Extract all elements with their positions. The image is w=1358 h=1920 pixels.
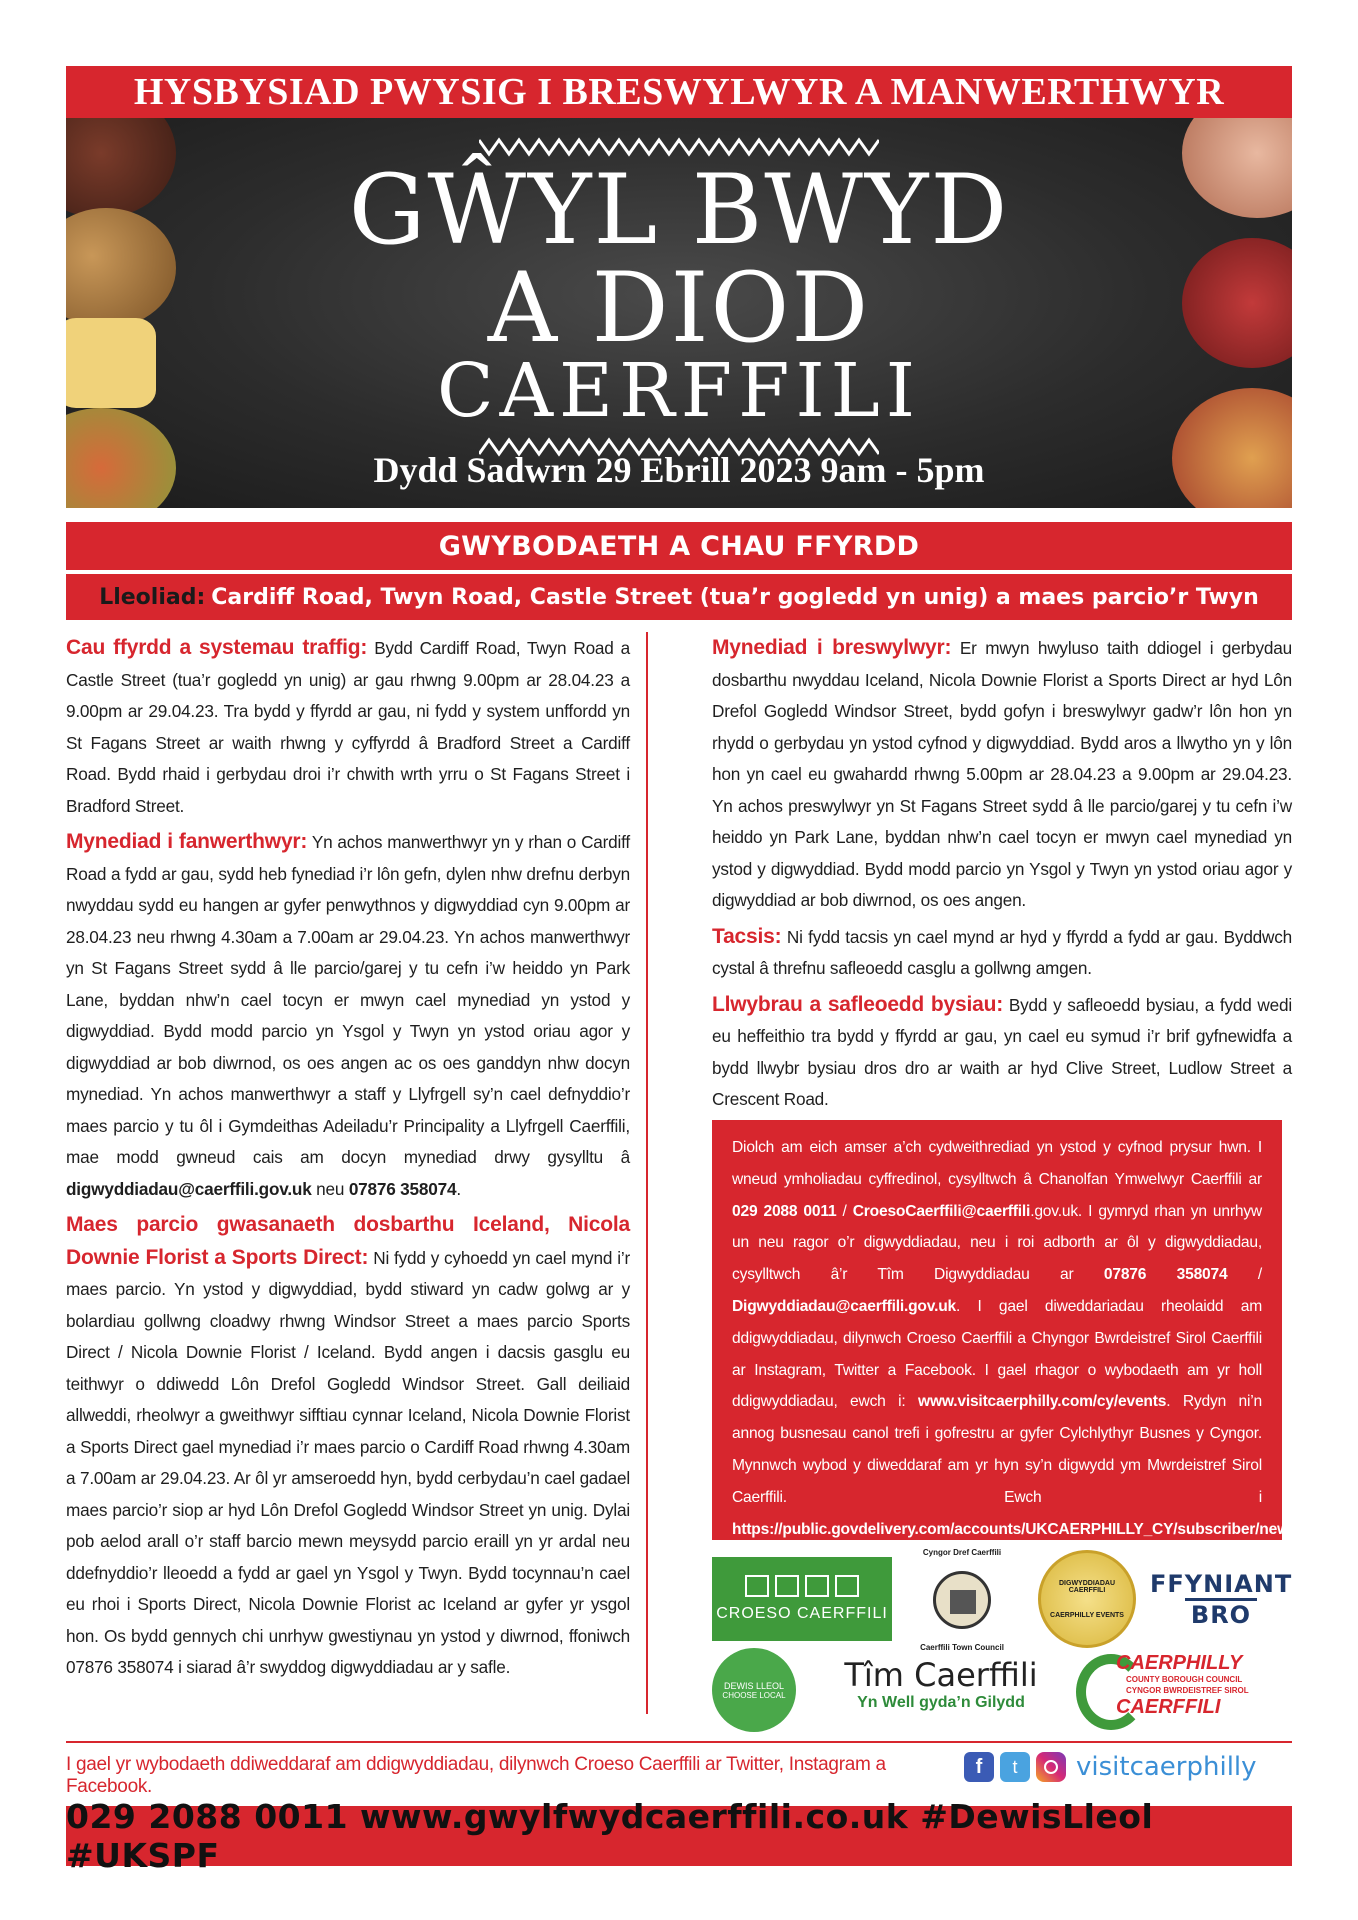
- taxis-paragraph: [712, 921, 1292, 985]
- location-label: Lleoliad:: [99, 584, 206, 610]
- events-logo-bottom: CAERPHILLY EVENTS: [1050, 1611, 1124, 1619]
- separator-2: /: [1227, 1266, 1262, 1284]
- events-phone: 07876 358074: [348, 1178, 457, 1199]
- events-team-email-link[interactable]: Digwyddiadau@caerffili.gov.uk: [732, 1297, 957, 1315]
- separator: /: [836, 1202, 853, 1220]
- right-column: [712, 632, 1292, 1120]
- footer-divider: [66, 1741, 1292, 1743]
- town-council-logo: [912, 1548, 1012, 1652]
- bro-text: BRO: [1185, 1598, 1257, 1629]
- ffyniant-text: FFYNIANT: [1150, 1570, 1293, 1598]
- ccbc-name-cy: CAERFFILI: [1116, 1696, 1221, 1718]
- ccbc-name-en: CAERPHILLY: [1116, 1652, 1243, 1674]
- resident-access-paragraph: [712, 632, 1292, 917]
- left-column: [66, 632, 648, 1714]
- retailer-access-heading: Mynediad i fanwerthwyr:: [66, 830, 308, 853]
- croeso-caerffili-logo: [712, 1557, 892, 1641]
- service-car-park-text: Ni fydd y cyhoedd yn cael mynd i’r maes parcio. Yn ystod y digwyddiad, bydd stiward yn cadw golwg ar y bolardiau gollwng cloadwy rhwng Windsor Street a maes parcio Sports Direct / Nicola Downie Florist / Iceland. Bydd angen i dacsis gasglu eu teithwyr o ddiwedd Lôn Drefol Gogledd Windsor Street. Gall deiliaid allweddi, rheolwyr a gweithwyr sifftiau cynnar Iceland, Nicola Downie Florist a Sports Direct gael mynediad i’r maes parcio o Cardiff Road rhwng 4.30am a 7.00am ar 29.04.23. Ar ôl yr amseroedd hyn, bydd cerbydau’n cael gadael maes parcio’r siop ar hyd Lôn Drefol Gogledd Windsor Street yn unig. Dylai pob aelod arall o’r staff barcio mewn meysydd parcio eraill yn yr ardal neu ddefnyddio’r lleoedd a fydd ar gael yn Ysgol y Twyn. Bydd tocynnau’n cael eu rhoi i Sports Direct, Nicola Downie Florist ac Iceland ar gyfer yr ysgol hon. Os bydd gennych chi unrhyw gwestiynau yn ystod y diwrnod, ffoniwch 07876 358074 i siarad â’r swyddog digwyddiadau ar y safle.: [66, 1247, 630, 1677]
- town-council-bottom-text: Caerffili Town Council: [920, 1643, 1004, 1652]
- visitor-centre-phone: 029 2088 0011: [732, 1202, 837, 1220]
- bus-routes-heading: Llwybrau a safleoedd bysiau:: [712, 992, 1004, 1016]
- section-title: GWYBODAETH A CHAU FFYRDD: [66, 522, 1292, 570]
- dewis-lleol-logo: [712, 1648, 796, 1732]
- social-icons: [964, 1752, 1257, 1782]
- road-closures-text: Bydd Cardiff Road, Twyn Road a Castle Street (tua’r gogledd yn unig) ar gau rhwng 9.00pm ar 28.04.23 a 9.00pm ar 29.04.23. Tra bydd y ffyrdd ar gau, ni fydd y system unffordd yn St Fagans Street ar waith rhwng y cyffyrdd â Bradford Street a Cardiff Road. Bydd rhaid i gerbydau droi i’r chwith wrth yrru o St Fagans Street i Bradford Street.: [66, 638, 630, 816]
- taxis-heading: Tacsis:: [712, 924, 782, 948]
- facebook-icon[interactable]: f: [964, 1752, 994, 1782]
- hero-title-line1: GŴYL BWYD: [348, 154, 1010, 266]
- road-closures-heading: Cau ffyrdd a systemau traffig:: [66, 636, 368, 659]
- thanks-text-2: . I gymryd rhan yn unrhyw un neu ragor o’r digwyddiadau, neu i roi adborth ar ôl y digwyddiadau, cysylltwch â’r Tîm Digwyddiadau ar: [732, 1202, 1262, 1284]
- bottom-contact-bar: 029 2088 0011 www.gwylfwydcaerffili.co.uk #DewisLleol #UKSPF: [66, 1806, 1292, 1866]
- ccbc-council-en: COUNTY BOROUGH COUNCIL: [1126, 1675, 1243, 1684]
- croeso-email-domain[interactable]: .gov.uk: [1030, 1202, 1078, 1220]
- twitter-icon[interactable]: t: [1000, 1752, 1030, 1782]
- service-car-park-paragraph: [66, 1209, 630, 1684]
- events-email-link[interactable]: digwyddiadau@caerffili.gov.uk: [66, 1178, 312, 1199]
- events-team-phone: 07876 358074: [1103, 1266, 1228, 1284]
- retailer-access-text: Yn achos manwerthwyr yn y rhan o Cardiff Road a fydd ar gau, sydd heb fynediad i’r lôn gefn, dylen nhw drefnu derbyn nwyddau sydd eu hangen ar gyfer penwythnos y digwyddiad cyn 9.00pm ar 28.04.23 neu rhwng 4.30am a 7.00am ar 29.04.23. Yn achos manwerthwyr yn St Fagans Street sydd â lle parcio/garej y tu cefn i’w heiddo yn Park Lane, byddan nhw’n cael tocyn er mwyn cael mynediad yn ystod y digwyddiad. Bydd modd parcio yn Ysgol y Twyn yn ystod oriau agor y digwyddiad ar bob diwrnod, os oes angen ac os oes ganddyn nhw docyn mynediad. Yn achos manwerthwyr a staff y Llyfrgell sy’n cael defnyddio’r maes parcio y tu ôl i Gymdeithas Adeiladu’r Principality a Llyfrgell Caerffili, mae modd gwneud cais am docyn mynediad drwy gysylltu â: [66, 832, 630, 1167]
- taxis-text: Ni fydd tacsis yn cael mynd ar hyd y ffyrdd a fydd ar gau. Byddwch cystal â threfnu safleoedd casglu a gollwng amgen.: [712, 926, 1292, 978]
- tim-caerffili-logo: [826, 1656, 1056, 1726]
- croeso-logo-text: CROESO CAERFFILI: [716, 1605, 888, 1622]
- event-date: Dydd Sadwrn 29 Ebrill 2023 9am - 5pm: [373, 450, 985, 490]
- caerphilly-events-logo: [1038, 1550, 1136, 1648]
- visitcaerphilly-handle[interactable]: visitcaerphilly: [1076, 1752, 1257, 1782]
- croeso-email-link[interactable]: CroesoCaerffili@caerffili: [852, 1202, 1031, 1220]
- town-council-top-text: Cyngor Dref Caerffili: [922, 1548, 1002, 1557]
- tim-logo-title: Tîm Caerffili: [844, 1656, 1038, 1694]
- bus-routes-text: Bydd y safleoedd bysiau, a fydd wedi eu heffeithio tra bydd y ffyrdd ar gau, yn cael eu symud i’r brif gyfnewidfa a bydd llwybr bysiau dros dro ar waith ar hyd Clive Street, Ludlow Street a Crescent Road.: [712, 994, 1292, 1109]
- retailer-access-paragraph: [66, 826, 630, 1205]
- thanks-box: [712, 1120, 1290, 1540]
- county-borough-council-logo: [1076, 1648, 1292, 1736]
- dewis-logo-line1: DEWIS LLEOL: [723, 1680, 785, 1691]
- location-text: Cardiff Road, Twyn Road, Castle Street (tua’r gogledd yn unig) a maes parcio’r Twyn: [211, 584, 1259, 610]
- location-bar: [66, 574, 1292, 620]
- thanks-text-4: . Rydyn ni’n annog busnesau canol trefi i gofrestru ar gyfer Cylchlythyr Busnes y Cyngor. Mynnwch wybod y diweddaraf am yr hyn sy’n digwydd ym Mwrdeistref Sirol Caerffili. Ewch i: [732, 1393, 1262, 1506]
- service-car-park-heading: Maes parcio gwasanaeth dosbarthu Iceland, Nicola Downie Florist a Sports Direct:: [66, 1213, 630, 1269]
- ccbc-council-cy: CYNGOR BWRDEISTREF SIROL: [1126, 1686, 1249, 1695]
- hero-title-line3: CAERFFILI: [436, 348, 922, 434]
- period: .: [456, 1178, 461, 1199]
- bus-routes-paragraph: [712, 989, 1292, 1116]
- thanks-text-1: Diolch am eich amser a’ch cydweithrediad yn ystod y cyfnod prysur hwn. I wneud ymholiadau cyffredinol, cysylltwch â Chanolfan Ymwelwyr Caerffili ar: [732, 1139, 1262, 1188]
- castle-icon: [933, 1571, 991, 1629]
- resident-access-heading: Mynediad i breswylwyr:: [712, 636, 952, 659]
- or-text: neu: [311, 1178, 349, 1199]
- events-logo-top: DIGWYDDIADAU CAERFFILI: [1059, 1579, 1115, 1594]
- ffyniant-bro-logo: [1150, 1570, 1292, 1630]
- top-banner: HYSBYSIAD PWYSIG I BRESWYLWYR A MANWERTHWYR: [66, 66, 1292, 118]
- road-closures-paragraph: [66, 632, 630, 822]
- thanks-text-3: . I gael diweddariadau rheolaidd am ddigwyddiadau, dilynwch Croeso Caerffili a Chyngor Bwrdeistref Sirol Caerffili ar Instagram, Twitter a Facebook. I gael rhagor o wybodaeth am yr holl ddigwyddiadau, ewch i:: [732, 1297, 1262, 1411]
- resident-access-text: Er mwyn hwyluso taith ddiogel i gerbydau dosbarthu nwyddau Iceland, Nicola Downie Florist a Sports Direct ar hyd Lôn Drefol Gogledd Windsor Street, bydd gofyn i breswylwyr gadw’r lôn hon yn rhydd o gerbydau yn ystod cyfnod y digwyddiad. Bydd aros a llwytho yn y lôn hon yn cael eu gwahardd rhwng 5.00pm ar 28.04.23 a 9.00pm ar 29.04.23. Yn achos preswylwyr yn St Fagans Street sydd â lle parcio/garej y tu cefn i’w heiddo yn Park Lane, byddan nhw’n cael tocyn er mwyn cael mynediad yn ystod y digwyddiad. Bydd modd parcio yn Ysgol y Twyn yn ystod oriau agor y digwyddiad ar bob diwrnod, os oes angen.: [712, 638, 1292, 910]
- govdelivery-subscribe-link[interactable]: https://public.govdelivery.com/accounts/UKCAERPHILLY_CY/subscriber/new: [732, 1520, 1290, 1538]
- social-follow-text: I gael yr wybodaeth ddiweddaraf am ddigwyddiadau, dilynwch Croeso Caerffili ar Twitter, Instagram a Facebook.: [66, 1754, 886, 1797]
- instagram-icon[interactable]: [1036, 1752, 1066, 1782]
- hero-title-line2: A DIOD: [487, 252, 871, 364]
- hero-image: [66, 118, 1292, 508]
- visitcaerphilly-events-link[interactable]: www.visitcaerphilly.com/cy/events: [918, 1393, 1167, 1411]
- dewis-logo-line2: CHOOSE LOCAL: [722, 1690, 786, 1700]
- croeso-icons: [745, 1575, 859, 1597]
- tim-logo-subtitle: Yn Well gyda’n Gilydd: [857, 1694, 1025, 1711]
